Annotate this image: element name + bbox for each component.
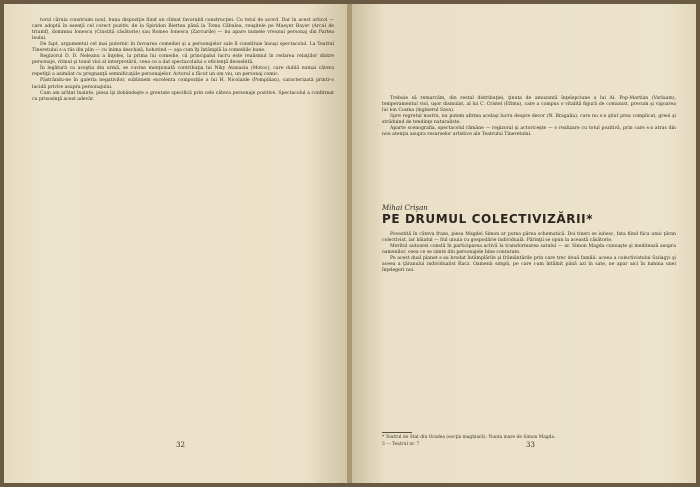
footnote-rule — [382, 432, 412, 433]
paragraph: Meritul autoarei constă în participarea activă la transformarea satului — ar. Simon Magda cunoaşte şi meditează asupra oamenilor, ceea ce se simte din personajele bine conturate. — [382, 244, 676, 256]
article-author: Mihai Crişan — [382, 204, 428, 212]
paragraph: De fapt, argumentul cel mai puternic în favoarea comediei şi a personajelor sale îl constituie însuşi spectacolul. La Teatrul Tineretului s-a râs din plin — cu inima deschisă, hohotind — aşa cum îţi întâmplă la comediile bune. — [32, 42, 334, 54]
right-page — [352, 4, 696, 483]
footnote-text: * Teatrul de Stat din Oradea (secţia maghiară): Nunta mare de Simon Magda. — [382, 435, 556, 440]
left-page — [4, 4, 348, 483]
paragraph: Spre regretul nostru, nu putem afirma acelaşi lucru despre decor (N. Bragalia), care nu s-a ştiut prea complicat, greoi şi străduind de tendinţe naturaliste. — [382, 114, 676, 126]
paragraph: În legătură cu aceştia din urmă, se cuvine menţionată contribuţia lui Niky Atanasiu (Motoc), care dublă numai câteva repetiţii a asimilat cu pregnanţă semnificaţiile personajelor. Actorul a făcut un om viu, un personaj comic. — [32, 66, 334, 78]
paragraph: Regizorul D. D. Neleanu a înţeles, la prima lui comedie, că principalul lucru este realismul în redarea relaţiilor dintre personaje, ritmul şi tonul vioi al interpretării, ceea ce a dat spectacolului o eficienţă deosebită. — [32, 54, 334, 66]
paragraph: Aparte scenografia, spectacolul rămâne — regizoral şi actoriceşte — o realizare cu totul pozitivă, prin care s-a atras din nou atenţia asupra resurselor artistice ale Teatrului Tineretului. — [382, 126, 676, 138]
paragraph: Povestită în câteva fraze, piesa Magdei Simon ar putea părea schematică. Doi tineri se iubesc, fata fiind fiica unui ţăran colectivist, iar băiatul — fiul unuia cu gospodărie individuală. Părinţii se opun la această căsătorie. — [382, 232, 676, 244]
page-number: 33 — [526, 441, 535, 449]
printer-signature: 3 — Teatrul nr. 7 — [382, 442, 420, 447]
open-book — [4, 4, 696, 483]
paragraph: Cum am arătat înainte, piesa îşi dobândeşte o greutate specifică prin cele câteva personaje pozitive. Spectacolul a confirmat cu prisosinţă acest adevăr. — [32, 90, 334, 102]
paragraph: Trebuie să remarcăm, din restul distribuţiei, ţinuta de amuzantă înţelepciune a lui Al. Pop-Martian (Varlaam), temperamentul viol, uşor dismulat, al lui C. Cristel (Efimu), care a compus o vitalită figură de comunist, precum şi vigoarea lui Ion Cosma (inginerul Sava). — [382, 96, 676, 114]
paragraph: Pe acest dual planet s-au brodat întâmplările şi frământările prin care trec două familii: aceea a colectivistului Szilagyi şi aceea a ţăranului individualist Racz. Oamenii simpli, pe care i-am întâlnit până azi în sate, ne apar aici în lumina unei înţelegeri noi. — [382, 256, 676, 274]
article-headline: PE DRUMUL COLECTIVIZĂRII* — [382, 212, 594, 226]
footnote — [382, 432, 676, 440]
paragraph: torul căruia construim noul, buna dispoziţie fiind un climat favorabil construcţiei. Cu totul de acord. Dar în acest articol — care adoptă în esenţă cel corect pozitiv, de la Spiridon Biertea până la Toma Căbulea, reuşitele pe Maeyer Bayer (Arcul de triumf), dommnu Ionescu (Cinstită căsătorie) sau Romeo Ionescu (Zarcurile) — nu apare numele vreunui personaj din Partea leului. — [32, 18, 334, 42]
left-page-text — [32, 18, 334, 103]
right-page-intro-text — [382, 96, 676, 138]
page-number: 32 — [176, 441, 185, 449]
article-body — [382, 232, 676, 274]
paragraph: Păstrându-ne în galeria negativilor, subliniem excelenta compoziţie a lui H. Nicolaide (Pompilian), caracterizată printr-o lucidă privire asupra personajului. — [32, 78, 334, 90]
